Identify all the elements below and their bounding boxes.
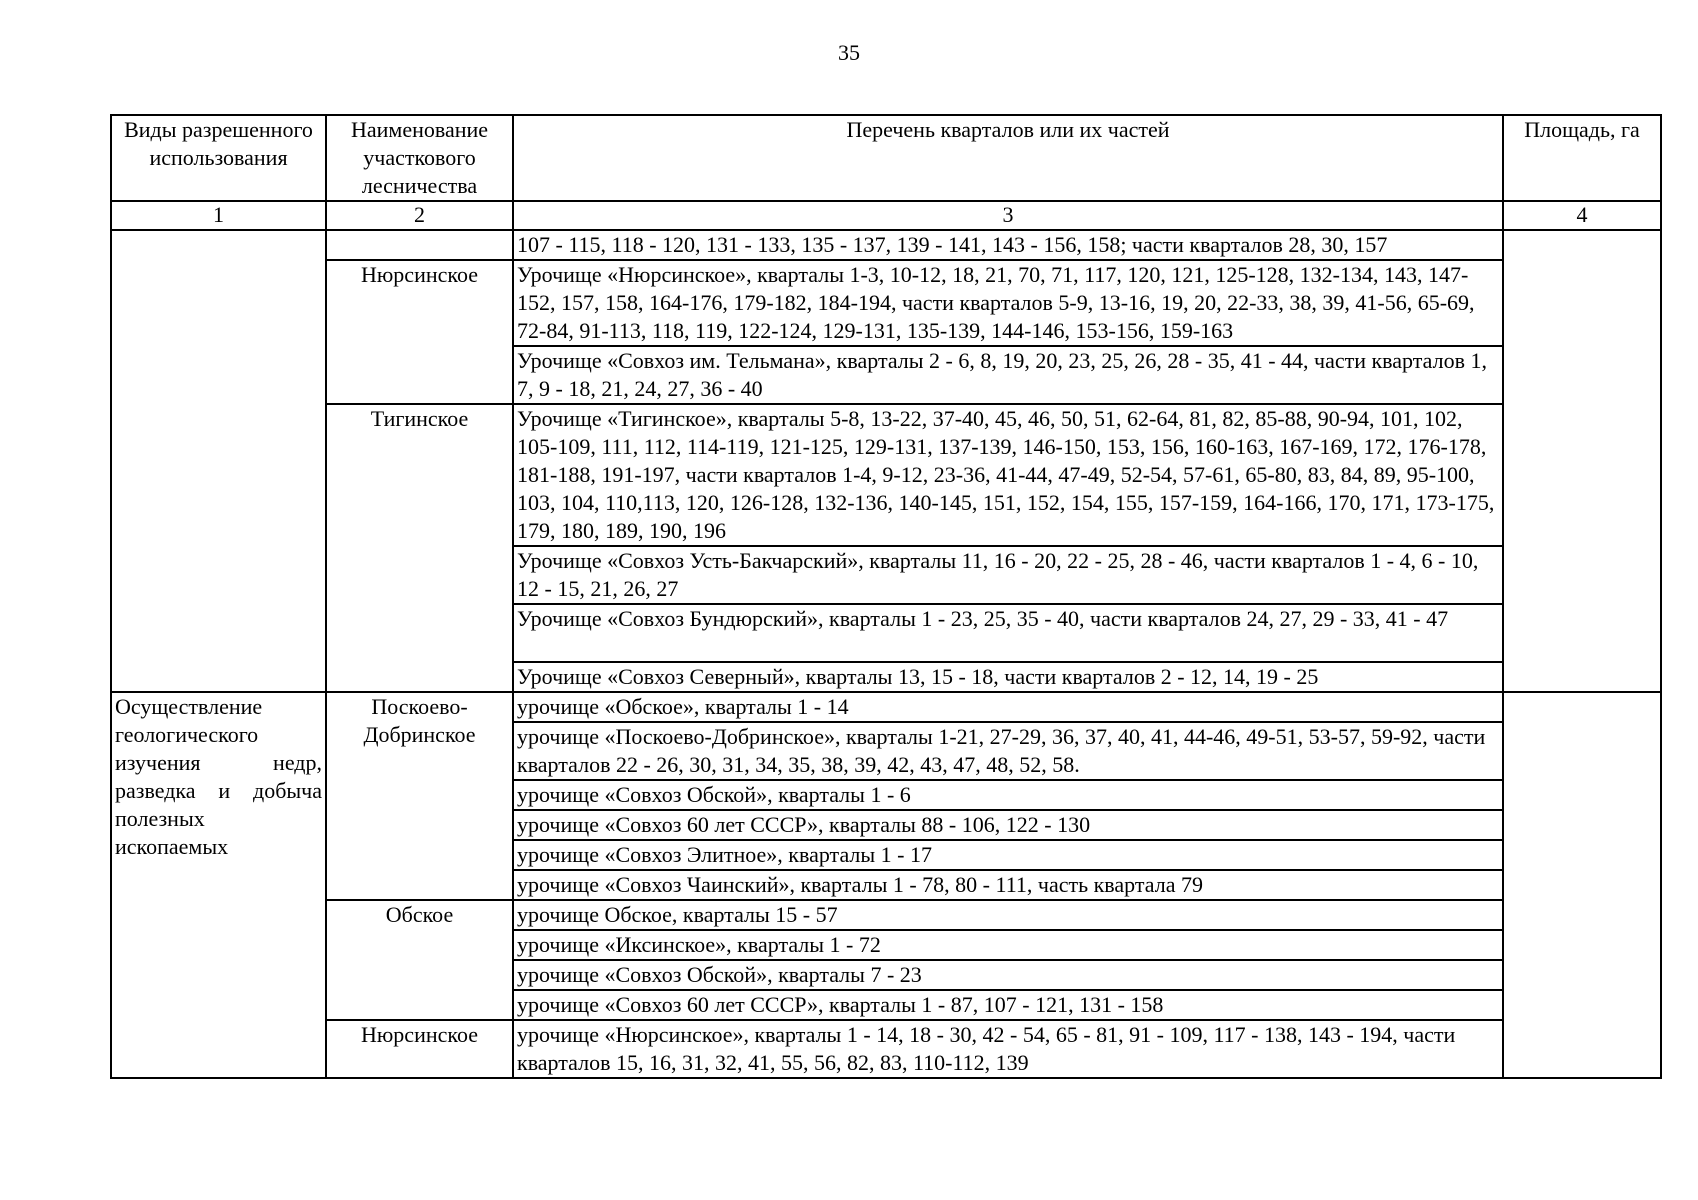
forestry-cell-empty: [326, 230, 513, 260]
permitted-use-line: разведка и добыча: [115, 778, 322, 803]
forestry-name-nyursinskoe: Нюрсинское: [326, 260, 513, 404]
forestry-name-nyursinskoe-2: Нюрсинское: [326, 1020, 513, 1078]
quarters-list-cell: урочище «Совхоз Обской», кварталы 1 - 6: [513, 780, 1503, 810]
page-number: 35: [838, 40, 860, 65]
table-row: [111, 1020, 1661, 1078]
table-row: [111, 900, 1661, 930]
column-number-4: 4: [1503, 201, 1661, 230]
table-row: [111, 230, 1661, 260]
quarters-list-cell: урочище «Совхоз Элитное», кварталы 1 - 17: [513, 840, 1503, 870]
quarters-list-cell: урочище «Поскоево-Добринское», кварталы 1-21, 27-29, 36, 37, 40, 41, 44-46, 49-51, 53-57, 59-92, части кварталов 22 - 26, 30, 31, 34, 35, 38, 39, 42, 43, 47, 48, 52, 58.: [513, 722, 1503, 780]
quarters-list-cell: Урочище «Совхоз Бундюрский», кварталы 1 - 23, 25, 35 - 40, части кварталов 24, 27, 29 - 33, 41 - 47: [513, 604, 1503, 662]
quarters-list-cell: Урочище «Нюрсинское», кварталы 1-3, 10-12, 18, 21, 70, 71, 117, 120, 121, 125-128, 132-134, 143, 147-152, 157, 158, 164-176, 179-182, 184-194, части кварталов 5-9, 13-16, 19, 20, 22-33, 38, 39, 41-56, 65-69, 72-84, 91-113, 118, 119, 122-124, 129-131, 135-139, 144-146, 153-156, 159-163: [513, 260, 1503, 346]
table-row: [111, 404, 1661, 546]
column-number-2: 2: [326, 201, 513, 230]
quarters-list-cell: 107 - 115, 118 - 120, 131 - 133, 135 - 137, 139 - 141, 143 - 156, 158; части кварталов 28, 30, 157: [513, 230, 1503, 260]
column-number-3: 3: [513, 201, 1503, 230]
quarters-list-cell: урочище «Нюрсинское», кварталы 1 - 14, 18 - 30, 42 - 54, 65 - 81, 91 - 109, 117 - 138, 143 - 194, части кварталов 15, 16, 31, 32, 41, 55, 56, 82, 83, 110-112, 139: [513, 1020, 1503, 1078]
header-permitted-use: Виды разрешенного использования: [111, 115, 326, 201]
forestry-name-tiginskoe: Тигинское: [326, 404, 513, 692]
permitted-use-line: ископаемых: [115, 834, 229, 859]
quarters-list-cell: Урочище «Совхоз Усть-Бакчарский», кварталы 11, 16 - 20, 22 - 25, 28 - 46, части кварталов 1 - 4, 6 - 10, 12 - 15, 21, 26, 27: [513, 546, 1503, 604]
table-row: [111, 260, 1661, 346]
quarters-list-cell: Урочище «Тигинское», кварталы 5-8, 13-22, 37-40, 45, 46, 50, 51, 62-64, 81, 82, 85-88, 90-94, 101, 102, 105-109, 111, 112, 114-119, 121-125, 129-131, 137-139, 146-150, 153, 156, 160-163, 167-169, 172, 176-178, 181-188, 191-197, части кварталов 1-4, 9-12, 23-36, 41-44, 47-49, 52-54, 57-61, 65-80, 83, 84, 89, 95-100, 103, 104, 110,113, 120, 126-128, 132-136, 140-145, 151, 152, 154, 155, 157-159, 164-166, 170, 171, 173-175, 179, 180, 189, 190, 196: [513, 404, 1503, 546]
header-forestry-name: Наименование участкового лесничества: [326, 115, 513, 201]
header-area: Площадь, га: [1503, 115, 1661, 201]
quarters-list-cell: урочище «Обское», кварталы 1 - 14: [513, 692, 1503, 722]
forestry-name-poskoevo: Поскоево-Добринское: [326, 692, 513, 900]
quarters-list-cell: урочище «Совхоз 60 лет СССР», кварталы 1 - 87, 107 - 121, 131 - 158: [513, 990, 1503, 1020]
quarters-list-cell: Урочище «Совхоз Северный», кварталы 13, 15 - 18, части кварталов 2 - 12, 14, 19 - 25: [513, 662, 1503, 692]
permitted-use-line: полезных: [115, 806, 205, 831]
forestry-name-obskoe: Обское: [326, 900, 513, 1020]
column-number-row: [111, 201, 1661, 230]
quarters-list-cell: урочище «Иксинское», кварталы 1 - 72: [513, 930, 1503, 960]
table-header-row: [111, 115, 1661, 201]
quarters-list-cell: Урочище «Совхоз им. Тельмана», кварталы 2 - 6, 8, 19, 20, 23, 25, 26, 28 - 35, 41 - 44, части кварталов 1, 7, 9 - 18, 21, 24, 27, 36 - 40: [513, 346, 1503, 404]
permitted-use-line: изучения недр,: [115, 750, 322, 775]
area-cell: [1503, 230, 1661, 692]
permitted-use-line: геологического: [115, 722, 259, 747]
column-number-1: 1: [111, 201, 326, 230]
table-row: [111, 692, 1661, 722]
permitted-use-line: Осуществление: [115, 694, 263, 719]
forest-quarters-table: [110, 114, 1662, 1079]
quarters-list-cell: урочище Обское, кварталы 15 - 57: [513, 900, 1503, 930]
area-cell: [1503, 692, 1661, 1078]
quarters-list-cell: урочище «Совхоз Чаинский», кварталы 1 - 78, 80 - 111, часть квартала 79: [513, 870, 1503, 900]
permitted-use-cell-empty: [111, 230, 326, 692]
quarters-list-cell: урочище «Совхоз 60 лет СССР», кварталы 88 - 106, 122 - 130: [513, 810, 1503, 840]
permitted-use-geological: [111, 692, 326, 1078]
quarters-list-cell: урочище «Совхоз Обской», кварталы 7 - 23: [513, 960, 1503, 990]
header-quarters-list: Перечень кварталов или их частей: [513, 115, 1503, 201]
